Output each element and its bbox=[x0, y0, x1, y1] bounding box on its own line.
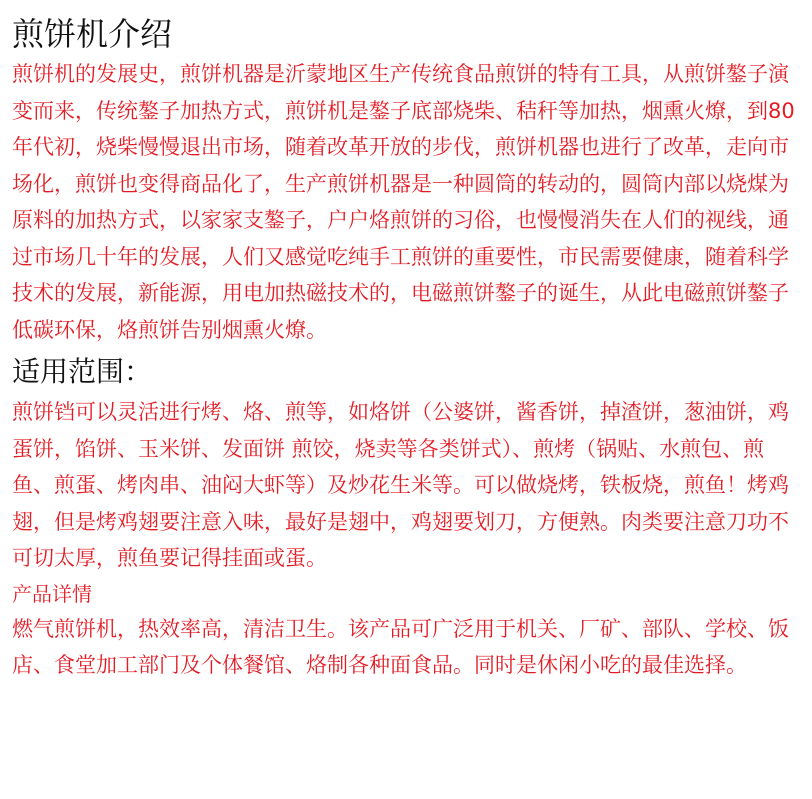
page-title: 煎饼机介绍 bbox=[12, 15, 173, 53]
intro-paragraph: 煎饼机的发展史，煎饼机器是沂蒙地区生产传统食品煎饼的特有工具，从煎饼鏊子演变而来，传统鏊子加热方式，煎饼机是鏊子底部烧柴、秸秆等加热，烟熏火燎，到80年代初，烧柴慢慢退出市场，随着改革开放的步伐，煎饼机器也进行了改革，走向市场化，煎饼也变得商品化了，生产煎饼机器是一种圆筒的转动的，圆筒内部以烧煤为原料的加热方式，以家家支鏊子，户户烙煎饼的习俗，也慢慢消失在人们的视线，通过市场几十年的发展，人们又感觉吃纯手工煎饼的重要性，市民需要健康，随着科学技术的发展，新能源，用电加热磁技术的，电磁煎饼鏊子的诞生，从此电磁煎饼鏊子低碳环保，烙煎饼告别烟熏火燎。 bbox=[12, 62, 795, 342]
scope-heading: 适用范围： bbox=[12, 355, 153, 388]
scope-paragraph: 煎饼铛可以灵活进行烤、烙、煎等，如烙饼（公婆饼，酱香饼，掉渣饼，葱油饼，鸡蛋饼，馅饼、玉米饼、发面饼 煎饺，烧卖等各类饼式）、煎烤（锅贴、水煎包、煎鱼、煎蛋、烤肉串、油闷大虾等）及炒花生米等。可以做烧烤，铁板烧，煎鱼！烤鸡翅，但是烤鸡翅要注意入味，最好是翅中，鸡翅要划刀，方便熟。肉类要注意刀功不可切太厚，煎鱼要记得挂面或蛋。 bbox=[12, 400, 789, 570]
details-label: 产品详情 bbox=[12, 581, 92, 606]
details-paragraph: 燃气煎饼机，热效率高，清洁卫生。该产品可广泛用于机关、厂矿、部队、学校、饭店、食堂加工部门及个体餐馆、烙制各种面食品。同时是休闲小吃的最佳选择。 bbox=[12, 616, 789, 677]
document-page bbox=[12, 12, 802, 684]
